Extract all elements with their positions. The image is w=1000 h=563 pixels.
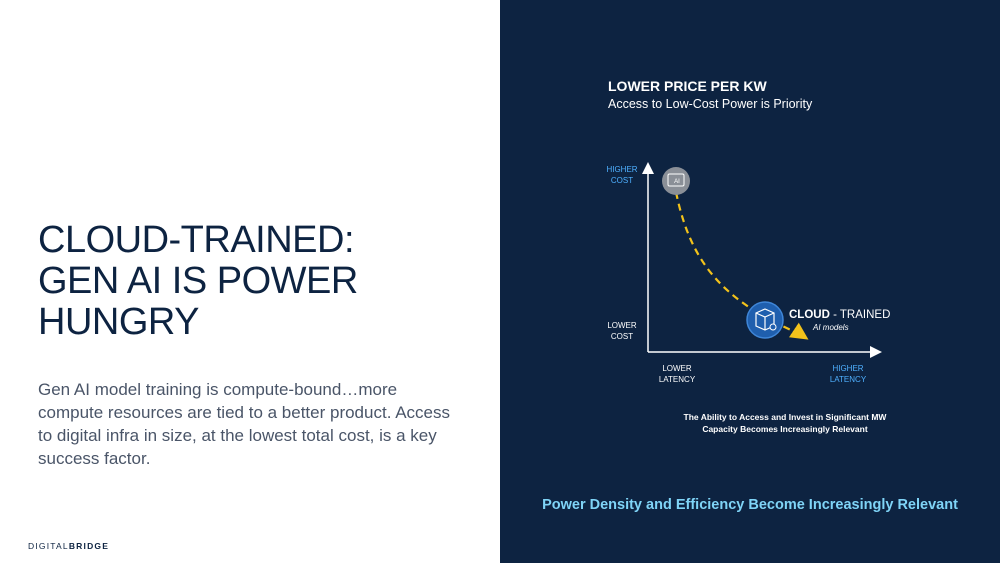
headline-line-2: GEN AI IS POWER bbox=[38, 260, 358, 302]
cloud-trained-label-rest: - TRAINED bbox=[829, 309, 891, 321]
x-axis-low-label bbox=[647, 363, 707, 385]
y-axis-low-label bbox=[597, 320, 647, 342]
trend-arrowhead bbox=[800, 334, 803, 336]
headline-line-3: HUNGRY bbox=[38, 301, 199, 343]
logo-part-1: DIGITAL bbox=[28, 541, 69, 551]
y-axis-high-label bbox=[597, 164, 647, 186]
caption-line-2: Capacity Becomes Increasingly Relevant bbox=[702, 424, 868, 434]
y-low-line-2: COST bbox=[610, 332, 634, 341]
x-high-line-2: LATENCY bbox=[829, 375, 867, 384]
x-low-line-1: LOWER bbox=[662, 364, 692, 373]
ai-models-sublabel: AI models bbox=[813, 323, 849, 332]
x-high-line-1: HIGHER bbox=[832, 364, 864, 373]
diagram-subtitle: Access to Low-Cost Power is Priority bbox=[608, 97, 813, 111]
cost-latency-diagram bbox=[500, 0, 1000, 563]
cloud-server-icon bbox=[747, 302, 783, 338]
cloud-trained-label-bold: CLOUD bbox=[789, 309, 830, 321]
y-high-line-1: HIGHER bbox=[606, 165, 638, 174]
diagram-title: LOWER PRICE PER KW bbox=[608, 78, 767, 94]
right-panel bbox=[500, 0, 1000, 563]
y-high-line-2: COST bbox=[610, 176, 634, 185]
diagram-caption bbox=[640, 411, 930, 435]
y-low-line-1: LOWER bbox=[607, 321, 637, 330]
brand-logo bbox=[28, 541, 109, 551]
caption-line-1: The Ability to Access and Invest in Significant MW bbox=[683, 412, 887, 422]
x-axis-high-label bbox=[818, 363, 878, 385]
ai-chip-icon bbox=[662, 167, 690, 195]
footer-statement: Power Density and Efficiency Become Increasingly Relevant bbox=[542, 497, 958, 513]
body-text: Gen AI model training is compute-bound…more compute resources are tied to a better product. Access to digital infra in size, at the lowest total cost, is a key success factor. bbox=[38, 380, 450, 468]
ai-chip-text: AI bbox=[674, 179, 680, 185]
x-low-line-2: LATENCY bbox=[658, 375, 696, 384]
headline-line-1: CLOUD-TRAINED: bbox=[38, 219, 355, 261]
logo-part-2: BRIDGE bbox=[68, 541, 110, 551]
headline bbox=[38, 220, 478, 343]
cloud-trained-label bbox=[789, 309, 890, 321]
